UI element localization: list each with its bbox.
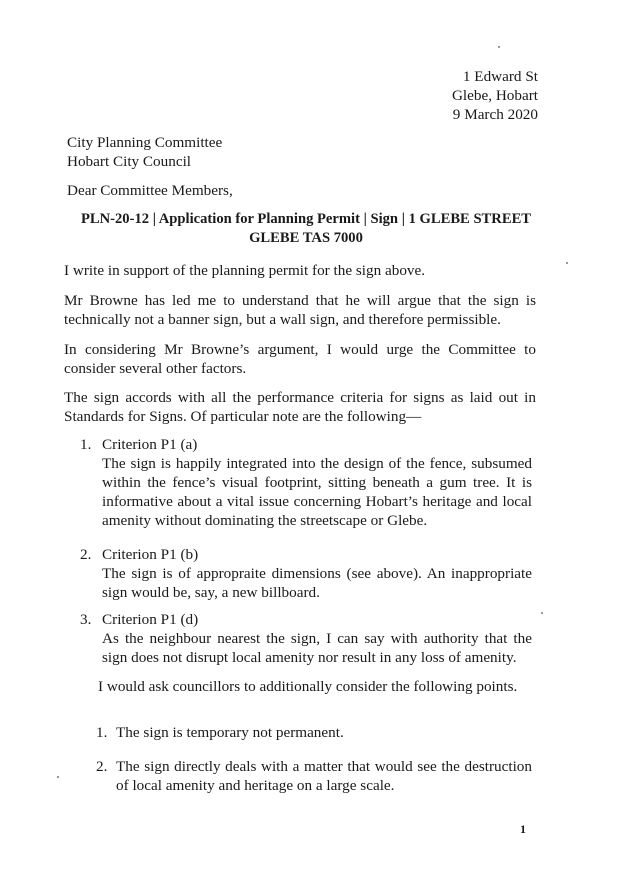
criterion-text: As the neighbour nearest the sign, I can say with authority that the sign does not disrupt local amenity nor result in any loss of amenity.: [102, 630, 532, 666]
criterion-number: 3.: [80, 611, 92, 628]
sender-street: 1 Edward St: [462, 68, 538, 85]
criterion-heading: Criterion P1 (d): [102, 611, 199, 628]
paragraph-additional-points: I would ask councillors to additionally consider the following points.: [98, 678, 518, 695]
salutation: Dear Committee Members,: [67, 182, 233, 199]
paragraph-support: I write in support of the planning permit for the sign above.: [64, 262, 426, 279]
letter-date: 9 March 2020: [452, 106, 538, 123]
paragraph-browne-argument: Mr Browne has led me to understand that he will argue that the sign is technically not a banner sign, but a wall sign, and therefore permissible.: [64, 292, 536, 328]
subject-heading: [67, 210, 545, 248]
scan-speck: [541, 612, 543, 614]
sender-suburb: Glebe, Hobart: [451, 87, 538, 104]
recipient-line-1: City Planning Committee: [67, 134, 223, 151]
criterion-number: 2.: [80, 546, 92, 563]
subject-line-1: PLN-20-12 | Application for Planning Permit | Sign | 1 GLEBE STREET: [80, 211, 532, 227]
scan-speck: [498, 46, 500, 48]
scan-speck: [57, 776, 59, 778]
sender-address: [452, 67, 538, 124]
paragraph-performance-criteria: The sign accords with all the performance criteria for signs as laid out in Standards for Signs. Of particular note are the following—: [64, 389, 536, 425]
point-text: The sign is temporary not permanent.: [116, 724, 344, 741]
criterion-text: The sign is happily integrated into the design of the fence, subsumed within the fence’s visual footprint, sitting beneath a gum tree. It is informative about a vital issue concerning Hobart’s heritage and local amenity without dominating the streetscape or Glebe.: [102, 455, 532, 529]
point-text: The sign directly deals with a matter that would see the destruction of local amenity and heritage on a large scale.: [116, 758, 532, 794]
page-number: 1: [520, 822, 526, 836]
point-number: 2.: [96, 758, 108, 775]
recipient-line-2: Hobart City Council: [67, 153, 192, 170]
criterion-heading: Criterion P1 (a): [102, 436, 198, 453]
criterion-text: The sign is of appropraite dimensions (see above). An inappropriate sign would be, say, a new billboard.: [102, 565, 532, 601]
point-number: 1.: [96, 724, 108, 741]
recipient-address: [67, 133, 222, 171]
scan-speck: [566, 262, 568, 264]
criterion-number: 1.: [80, 436, 92, 453]
paragraph-other-factors: In considering Mr Browne’s argument, I would urge the Committee to consider several other factors.: [64, 341, 536, 377]
criterion-heading: Criterion P1 (b): [102, 546, 199, 563]
subject-line-2: GLEBE TAS 7000: [249, 230, 363, 246]
